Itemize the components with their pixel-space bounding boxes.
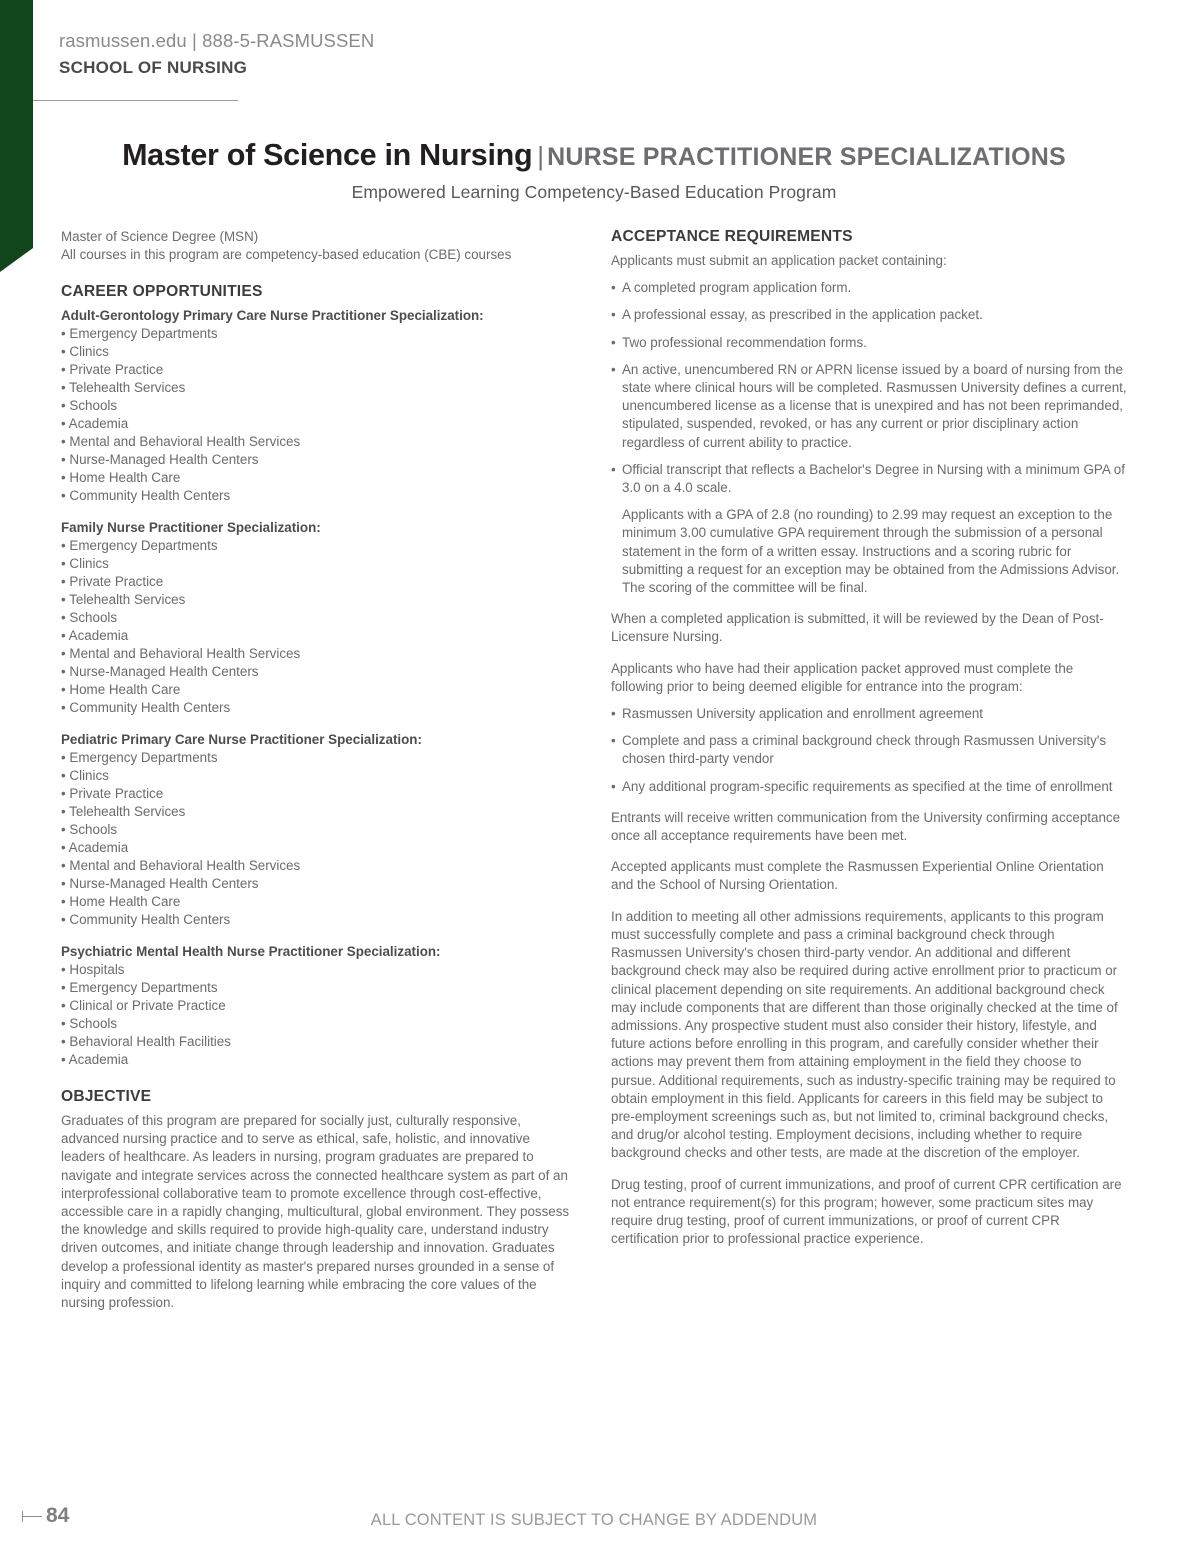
- review-paragraph: When a completed application is submitted, it will be reviewed by the Dean of Post-Licensure Nursing.: [611, 611, 1104, 645]
- list-item: • Mental and Behavioral Health Services: [61, 857, 577, 875]
- list-item: • Schools: [61, 821, 577, 839]
- list-item: • Mental and Behavioral Health Services: [61, 433, 577, 451]
- degree-line: Master of Science Degree (MSN): [61, 229, 259, 244]
- specialization-heading: Family Nurse Practitioner Specialization:: [61, 520, 321, 535]
- specializations-list: [61, 307, 577, 1069]
- list-item: • Academia: [61, 1051, 577, 1069]
- list-item: • Rasmussen University application and enrollment agreement: [611, 705, 1129, 723]
- list-item: • Schools: [61, 1015, 577, 1033]
- list-item: • Clinical or Private Practice: [61, 997, 577, 1015]
- list-item: • Home Health Care: [61, 469, 577, 487]
- list-item: • Official transcript that reflects a Bachelor's Degree in Nursing with a minimum GPA of 3.0 on a 4.0 scale.: [611, 461, 1129, 497]
- list-item: • Emergency Departments: [61, 979, 577, 997]
- list-item: • Mental and Behavioral Health Services: [61, 645, 577, 663]
- list-item: • Complete and pass a criminal background check through Rasmussen University's chosen third-party vendor: [611, 732, 1129, 768]
- career-opportunity-list: [61, 325, 577, 505]
- program-subtitle: Empowered Learning Competency-Based Education Program: [351, 182, 837, 202]
- header-url-phone: rasmussen.edu | 888-5-RASMUSSEN: [59, 30, 375, 51]
- background-check-paragraph: In addition to meeting all other admissions requirements, applicants to this program must successfully complete and pass a criminal background check through Rasmussen University's chosen third-party vendor. An additional and different background check may also be required during active enrollment prior to practicum or clinical placement depending on site requirements. An additional background check may include components that are different than those originally checked at the time of admissions. Any prospective student must also consider their history, lifestyle, and future actions before enrolling in this program, and carefully consider whether their actions may prevent them from attaining employment in the field they choose to pursue. Additional requirements, such as industry-specific training may be required to obtain employment in this field. Applicants for careers in this field may be subject to pre-employment screenings such as, but not limited to, criminal background checks, and drug/or alcohol testing. Employment decisions, including whether to require background checks and other tests, are made at the discretion of the employer.: [611, 908, 1118, 1161]
- list-item: • Academia: [61, 415, 577, 433]
- list-item: • Telehealth Services: [61, 379, 577, 397]
- page-header: [59, 30, 759, 78]
- title-separator: |: [537, 141, 545, 171]
- list-item: • Academia: [61, 627, 577, 645]
- approved-requirements-items: [611, 705, 1129, 796]
- green-accent-band: [0, 0, 33, 272]
- right-column: [611, 228, 1129, 1248]
- footer-disclaimer: ALL CONTENT IS SUBJECT TO CHANGE BY ADDENDUM: [370, 1511, 818, 1529]
- objective-heading: OBJECTIVE: [61, 1088, 152, 1105]
- list-item: • A professional essay, as prescribed in the application packet.: [611, 306, 1129, 324]
- list-item: • Nurse-Managed Health Centers: [61, 875, 577, 893]
- list-item: • A completed program application form.: [611, 279, 1129, 297]
- list-item: • Two professional recommendation forms.: [611, 334, 1129, 352]
- list-item: • An active, unencumbered RN or APRN license issued by a board of nursing from the state where clinical hours will be completed. Rasmussen University defines a current, unencumbered license as a license that is unexpired and has not been reprimanded, stipulated, suspended, revoked, or has any current or prior disciplinary action regardless of current ability to practice.: [611, 361, 1129, 452]
- list-item: • Hospitals: [61, 961, 577, 979]
- list-item: • Emergency Departments: [61, 749, 577, 767]
- left-column: [61, 228, 577, 1312]
- list-item: • Schools: [61, 609, 577, 627]
- list-item: • Clinics: [61, 767, 577, 785]
- list-item: • Home Health Care: [61, 681, 577, 699]
- list-item: • Emergency Departments: [61, 537, 577, 555]
- career-opportunities-heading: CAREER OPPORTUNITIES: [61, 283, 263, 300]
- list-item: • Schools: [61, 397, 577, 415]
- list-item: • Community Health Centers: [61, 911, 577, 929]
- page-subtitle-specialization: NURSE PRACTITIONER SPECIALIZATIONS: [547, 143, 1066, 171]
- list-item: • Clinics: [61, 555, 577, 573]
- list-item: • Telehealth Services: [61, 591, 577, 609]
- list-item: • Community Health Centers: [61, 699, 577, 717]
- career-opportunity-list: [61, 537, 577, 717]
- header-school-name: SCHOOL OF NURSING: [59, 58, 248, 77]
- list-item: • Nurse-Managed Health Centers: [61, 451, 577, 469]
- list-item: • Any additional program-specific requirements as specified at the time of enrollment: [611, 778, 1129, 796]
- list-item: • Emergency Departments: [61, 325, 577, 343]
- specialization-heading: Adult-Gerontology Primary Care Nurse Practitioner Specialization:: [61, 308, 484, 323]
- acceptance-intro: Applicants must submit an application packet containing:: [611, 253, 947, 268]
- gpa-exception-text: Applicants with a GPA of 2.8 (no rounding) to 2.99 may request an exception to the minimum 3.00 cumulative GPA requirement through the submission of a personal statement in the form of a written essay. Instructions and a scoring rubric for submitting a request for an exception may be obtained from the Admissions Advisor. The scoring of the committee will be final.: [622, 507, 1120, 596]
- list-item: • Nurse-Managed Health Centers: [61, 663, 577, 681]
- approved-intro: Applicants who have had their application packet approved must complete the following prior to being deemed eligible for entrance into the program:: [611, 660, 1074, 694]
- list-item: • Community Health Centers: [61, 487, 577, 505]
- specialization-heading: Pediatric Primary Care Nurse Practitioner Specialization:: [61, 732, 422, 747]
- entrants-paragraph: Entrants will receive written communication from the University confirming acceptance once all acceptance requirements have been met.: [611, 809, 1121, 844]
- specialization-heading: Psychiatric Mental Health Nurse Practitioner Specialization:: [61, 944, 441, 959]
- list-item: • Telehealth Services: [61, 803, 577, 821]
- list-item: • Academia: [61, 839, 577, 857]
- list-item: • Clinics: [61, 343, 577, 361]
- page-title-block: [0, 138, 1188, 203]
- page-number: 84: [46, 1504, 70, 1527]
- career-opportunity-list: [61, 961, 577, 1069]
- cbe-line: All courses in this program are competency-based education (CBE) courses: [61, 247, 512, 262]
- list-item: • Private Practice: [61, 785, 577, 803]
- application-packet-items: [611, 279, 1129, 497]
- acceptance-requirements-heading: ACCEPTANCE REQUIREMENTS: [611, 228, 853, 245]
- drug-testing-paragraph: Drug testing, proof of current immunizations, and proof of current CPR certification are not entrance requirement(s) for this program; however, some practicum sites may require drug testing, proof of current immunizations, or proof of current CPR certification prior to professional practice experience.: [611, 1176, 1122, 1247]
- career-opportunity-list: [61, 749, 577, 929]
- list-item: • Home Health Care: [61, 893, 577, 911]
- page-title: Master of Science in Nursing: [122, 138, 533, 172]
- list-item: • Behavioral Health Facilities: [61, 1033, 577, 1051]
- list-item: • Private Practice: [61, 573, 577, 591]
- list-item: • Private Practice: [61, 361, 577, 379]
- orientation-paragraph: Accepted applicants must complete the Rasmussen Experiential Online Orientation and the School of Nursing Orientation.: [611, 859, 1104, 893]
- objective-text: Graduates of this program are prepared for socially just, culturally responsive, advanced nursing practice and to serve as ethical, safe, holistic, and innovative leaders of healthcare. As leaders in nursing, program graduates are prepared to navigate and integrate services across the connected healthcare system as part of an interprofessional collaborative team to promote excellence through cost-effective, accessible care in a rapidly changing, multicultural, global environment. They possess the knowledge and skills required to provide high-quality care, understand industry driven outcomes, and initiate change through leadership and innovation. Graduates develop a professional identity as master's prepared nurses grounded in a sense of inquiry and committed to lifelong learning while embracing the core values of the nursing profession.: [61, 1113, 570, 1311]
- header-divider: [33, 100, 238, 101]
